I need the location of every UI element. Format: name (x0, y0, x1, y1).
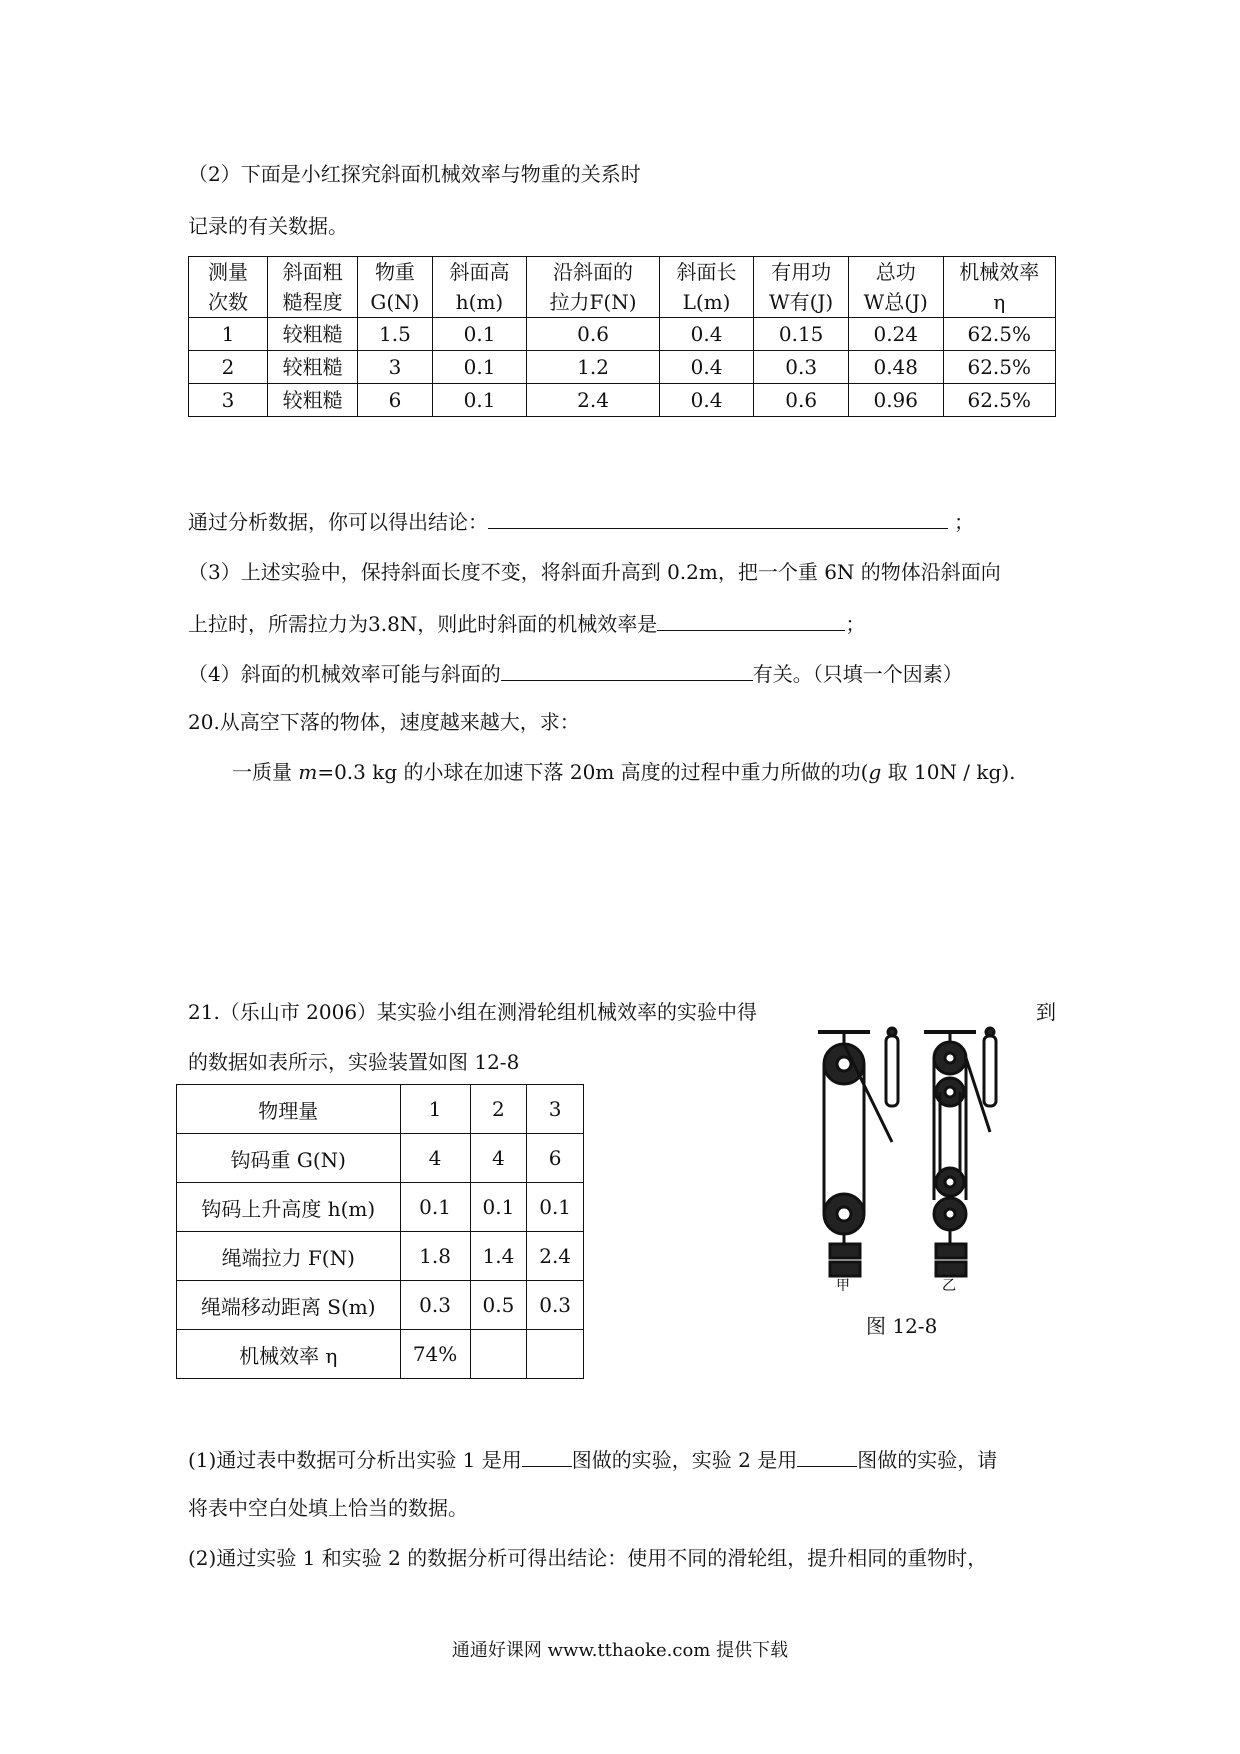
incline-table-header-cell: 总功 (848, 257, 943, 288)
q2-conclusion-end: ； (954, 510, 974, 534)
figure-label-yi: 乙 (942, 1278, 956, 1292)
incline-table-cell: 0.4 (659, 351, 754, 384)
incline-table-header-cell: 测量 (189, 257, 268, 288)
q20-line1: 20.从高空下落的物体，速度越来越大，求： (188, 710, 580, 734)
q2-intro-line2: 记录的有关数据。 (188, 214, 348, 238)
incline-table-cell: 2.4 (527, 384, 659, 417)
figure-caption: 图 12-8 (866, 1314, 938, 1338)
incline-table-cell: 较粗糙 (268, 351, 358, 384)
q21-line1-tail: 到 (1036, 1000, 1056, 1024)
incline-table-header-cell: 糙程度 (268, 287, 358, 318)
q4-text-end: 有关。（只填一个因素） (752, 662, 963, 686)
q20-line2-mid: =0.3 kg 的小球在加速下落 20m 高度的过程中重力所做的功( (317, 760, 869, 784)
pulley-table-header-cell: 1 (400, 1085, 470, 1134)
incline-table-cell: 1.5 (358, 318, 433, 351)
q4-line (188, 658, 963, 688)
pulley-table-row (177, 1183, 584, 1232)
pulley-table-row (177, 1134, 584, 1183)
incline-table-header-cell: 斜面长 (659, 257, 754, 288)
incline-table-cell: 0.4 (659, 318, 754, 351)
q2-conclusion-blank[interactable] (488, 506, 948, 529)
q21-sub1 (188, 1444, 997, 1474)
pulley-table-cell: 0.1 (400, 1183, 470, 1232)
q20-line2 (232, 758, 1015, 786)
pulley-table-cell: 2.4 (527, 1232, 584, 1281)
pulley-table-cell: 6 (527, 1134, 584, 1183)
incline-table-header-cell: 拉力F(N) (527, 287, 659, 318)
page-footer: 通通好课网 www.tthaoke.com 提供下载 (451, 1640, 789, 1661)
pulley-table-cell: 绳端拉力 F(N) (177, 1232, 401, 1281)
pulley-table-cell: 4 (470, 1134, 527, 1183)
pulley-table-cell: 绳端移动距离 S(m) (177, 1281, 401, 1330)
q21-line1: 21.（乐山市 2006）某实验小组在测滑轮组机械效率的实验中得 (188, 1000, 758, 1024)
q3-line1: （3）上述实验中，保持斜面长度不变，将斜面升高到 0.2m，把一个重 6N 的物体沿斜面向 (188, 560, 1001, 584)
pulley-table-cell: 74% (400, 1330, 470, 1379)
pulley-table-blank-cell[interactable] (527, 1330, 584, 1379)
q21-sub1-line2: 将表中空白处填上恰当的数据。 (188, 1496, 468, 1520)
incline-efficiency-table (188, 256, 1056, 417)
pulley-table-cell: 0.3 (527, 1281, 584, 1330)
incline-table-cell: 1 (189, 318, 268, 351)
pulley-table-header-row (177, 1085, 584, 1134)
pulley-table-row (177, 1281, 584, 1330)
pulley-table-cell: 0.1 (527, 1183, 584, 1232)
q21-sub2: (2)通过实验 1 和实验 2 的数据分析可得出结论：使用不同的滑轮组，提升相同的重物时， (188, 1546, 988, 1570)
incline-table-header-cell: h(m) (432, 287, 527, 318)
incline-table-cell: 3 (189, 384, 268, 417)
incline-table-row (189, 351, 1056, 384)
figure-label-jia: 甲 (836, 1278, 850, 1292)
incline-table-header-cell: 机械效率 (943, 257, 1055, 288)
incline-table-header-cell: 沿斜面的 (527, 257, 659, 288)
incline-table-row (189, 384, 1056, 417)
incline-table-cell: 0.1 (432, 351, 527, 384)
q21-line2: 的数据如表所示，实验装置如图 12-8 (188, 1050, 520, 1074)
incline-table-header-cell: W总(J) (848, 287, 943, 318)
incline-table-cell: 0.1 (432, 384, 527, 417)
pulley-table-cell: 4 (400, 1134, 470, 1183)
incline-table-cell: 0.4 (659, 384, 754, 417)
incline-table-cell: 62.5% (943, 384, 1055, 417)
pulley-table-cell: 0.5 (470, 1281, 527, 1330)
pulley-system-jia (818, 1028, 898, 1276)
incline-table-header-row (189, 257, 1056, 288)
incline-table-header-cell: 物重 (358, 257, 433, 288)
incline-table-cell: 3 (358, 351, 433, 384)
pulley-table-cell: 1.4 (470, 1232, 527, 1281)
incline-table-cell: 较粗糙 (268, 384, 358, 417)
q3-line2-text: 上拉时，所需拉力为3.8N，则此时斜面的机械效率是 (188, 612, 658, 636)
pulley-efficiency-table (176, 1084, 584, 1379)
q2-conclusion-prompt: 通过分析数据，你可以得出结论： (188, 510, 488, 534)
incline-table-cell: 62.5% (943, 318, 1055, 351)
q2-conclusion (188, 506, 974, 536)
incline-table-header-row (189, 287, 1056, 318)
q21-sub1-b: 图做的实验，实验 2 是用 (571, 1448, 798, 1472)
pulley-table-cell: 1.8 (400, 1232, 470, 1281)
q20-gravity-symbol: g (868, 760, 882, 784)
incline-table-cell: 较粗糙 (268, 318, 358, 351)
incline-table-header-cell: 次数 (189, 287, 268, 318)
incline-table-cell: 0.6 (754, 384, 849, 417)
q21-exp2-blank[interactable] (797, 1444, 857, 1467)
q21-sub1-c: 图做的实验，请 (857, 1448, 998, 1472)
pulley-table-cell: 钩码上升高度 h(m) (177, 1183, 401, 1232)
pulley-table-row (177, 1232, 584, 1281)
q3-efficiency-blank[interactable] (657, 608, 845, 631)
incline-table-header-cell: 斜面高 (432, 257, 527, 288)
pulley-system-yi (924, 1028, 996, 1276)
q20-line2-post: 取 10N / kg). (881, 760, 1016, 784)
pulley-table-cell: 机械效率 η (177, 1330, 401, 1379)
incline-table-cell: 2 (189, 351, 268, 384)
q4-factor-blank[interactable] (501, 658, 753, 681)
q20-mass-symbol: m (298, 760, 318, 784)
incline-table-cell: 0.6 (527, 318, 659, 351)
incline-table-cell: 0.3 (754, 351, 849, 384)
pulley-table-cell: 0.1 (470, 1183, 527, 1232)
pulley-diagram (800, 1022, 1050, 1292)
incline-table-cell: 1.2 (527, 351, 659, 384)
incline-table-cell: 0.15 (754, 318, 849, 351)
pulley-table-row (177, 1330, 584, 1379)
incline-table-cell: 0.48 (848, 351, 943, 384)
q3-line2 (188, 608, 865, 638)
incline-table-header-cell: 斜面粗 (268, 257, 358, 288)
pulley-table-cell: 0.3 (400, 1281, 470, 1330)
incline-table-cell: 6 (358, 384, 433, 417)
pulley-table-cell: 钩码重 G(N) (177, 1134, 401, 1183)
q2-intro-line1: （2）下面是小红探究斜面机械效率与物重的关系时 (188, 162, 641, 186)
q21-exp1-blank[interactable] (522, 1444, 572, 1467)
q20-line2-pre: 一质量 (232, 760, 299, 784)
incline-table-header-cell: G(N) (358, 287, 433, 318)
incline-table-header-cell: W有(J) (754, 287, 849, 318)
incline-table-cell: 62.5% (943, 351, 1055, 384)
incline-table-cell: 0.96 (848, 384, 943, 417)
q3-line2-end: ； (845, 612, 866, 636)
incline-table-row (189, 318, 1056, 351)
incline-table-header-cell: η (943, 287, 1055, 318)
q4-text: （4）斜面的机械效率可能与斜面的 (188, 662, 501, 686)
pulley-table-header-cell: 2 (470, 1085, 527, 1134)
incline-table-cell: 0.24 (848, 318, 943, 351)
pulley-table-header-cell: 物理量 (177, 1085, 401, 1134)
incline-table-header-cell: 有用功 (754, 257, 849, 288)
pulley-table-header-cell: 3 (527, 1085, 584, 1134)
incline-table-header-cell: L(m) (659, 287, 754, 318)
incline-table-cell: 0.1 (432, 318, 527, 351)
pulley-table-blank-cell[interactable] (470, 1330, 527, 1379)
q21-sub1-a: (1)通过表中数据可分析出实验 1 是用 (188, 1448, 522, 1472)
